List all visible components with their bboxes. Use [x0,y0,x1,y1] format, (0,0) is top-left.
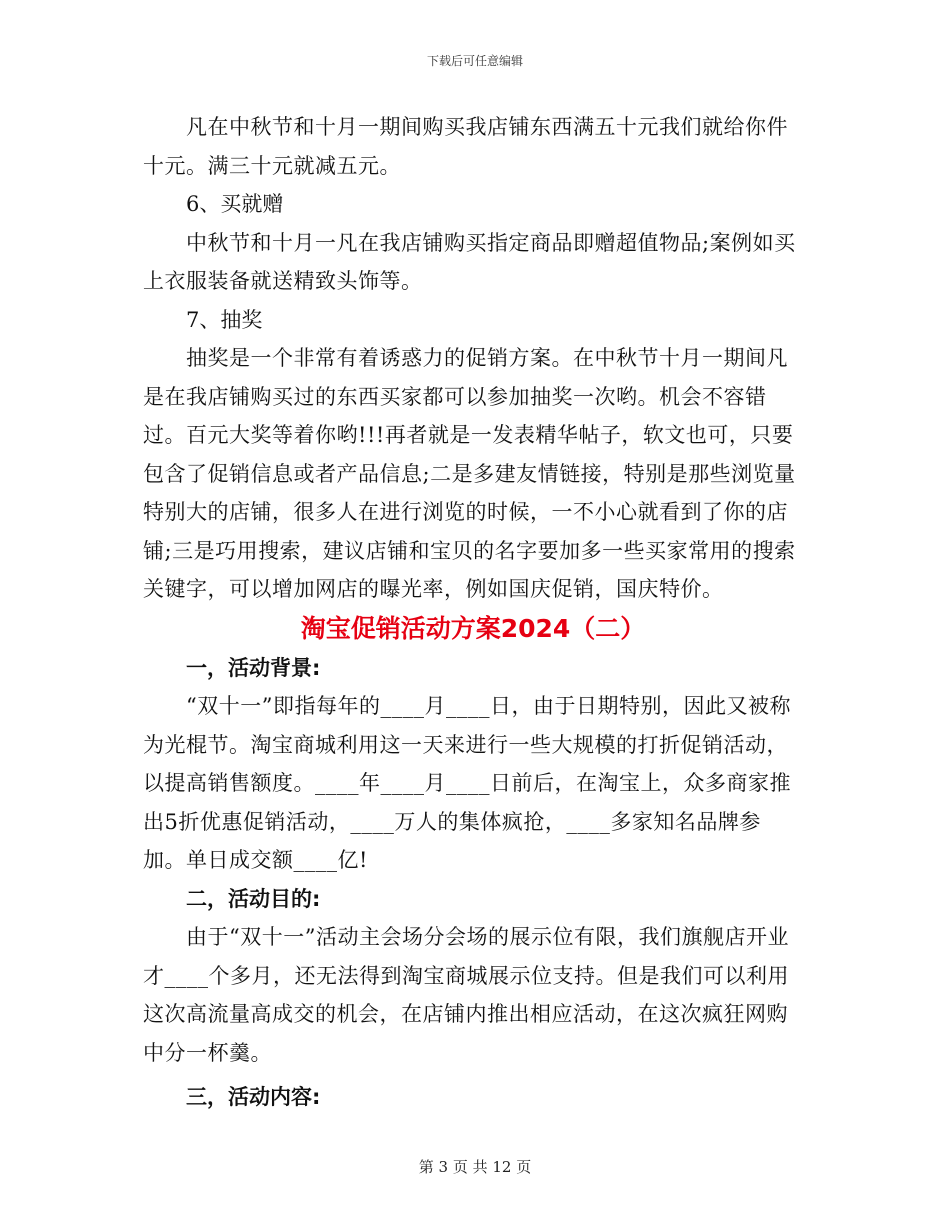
section-title: 淘宝促销活动方案2024（二） [300,613,646,643]
page-number: 第 3 页 共 12 页 [418,1158,532,1176]
document-body [143,108,803,1117]
item-heading-lottery: 7、抽奖 [186,307,263,332]
paragraph-discount: 凡在中秋节和十月一期间购买我店铺东西满五十元我们就给你件十元。满三十元就减五元。 [143,115,788,178]
paragraph-background: “双十一”即指每年的____月____日，由于日期特别，因此又被称为光棍节。淘宝商城利用这一天来进行一些大规模的打折促销活动，以提高销售额度。____年____月____日前后，在淘宝上，众多商家推出5折优惠促销活动，____万人的集体疯抢，____多家知名品牌参加。单日成交额____亿! [143,694,791,872]
paragraph-buy-gift: 中秋节和十月一凡在我店铺购买指定商品即赠超值物品;案例如买上衣服装备就送精致头饰等。 [143,230,796,293]
heading-content: 三，活动内容: [186,1085,321,1109]
paragraph-lottery: 抽奖是一个非常有着诱惑力的促销方案。在中秋节十月一期间凡是在我店铺购买过的东西买家都可以参加抽奖一次哟。机会不容错过。百元大奖等着你哟!!!再者就是一发表精华帖子，软文也可，只要包含了促销信息或者产品信息;二是多建友情链接，特别是那些浏览量特别大的店铺，很多人在进行浏览的时候，一不小心就看到了你的店铺;三是巧用搜索，建议店铺和宝贝的名字要加多一些买家常用的搜索关键字，可以增加网店的曝光率，例如国庆促销，国庆特价。 [143,346,796,601]
header-note: 下载后可任意编辑 [426,54,523,68]
heading-background: 一，活动背景: [186,655,321,680]
heading-purpose: 二，活动目的: [186,886,321,911]
paragraph-purpose: 由于“双十一”活动主会场分会场的展示位有限，我们旗舰店开业才____个多月，还无法得到淘宝商城展示位支持。但是我们可以利用这次高流量高成交的机会，在店铺内推出相应活动，在这次疯狂网购中分一杯羹。 [143,925,789,1065]
item-heading-buy-gift: 6、买就赠 [186,192,284,216]
